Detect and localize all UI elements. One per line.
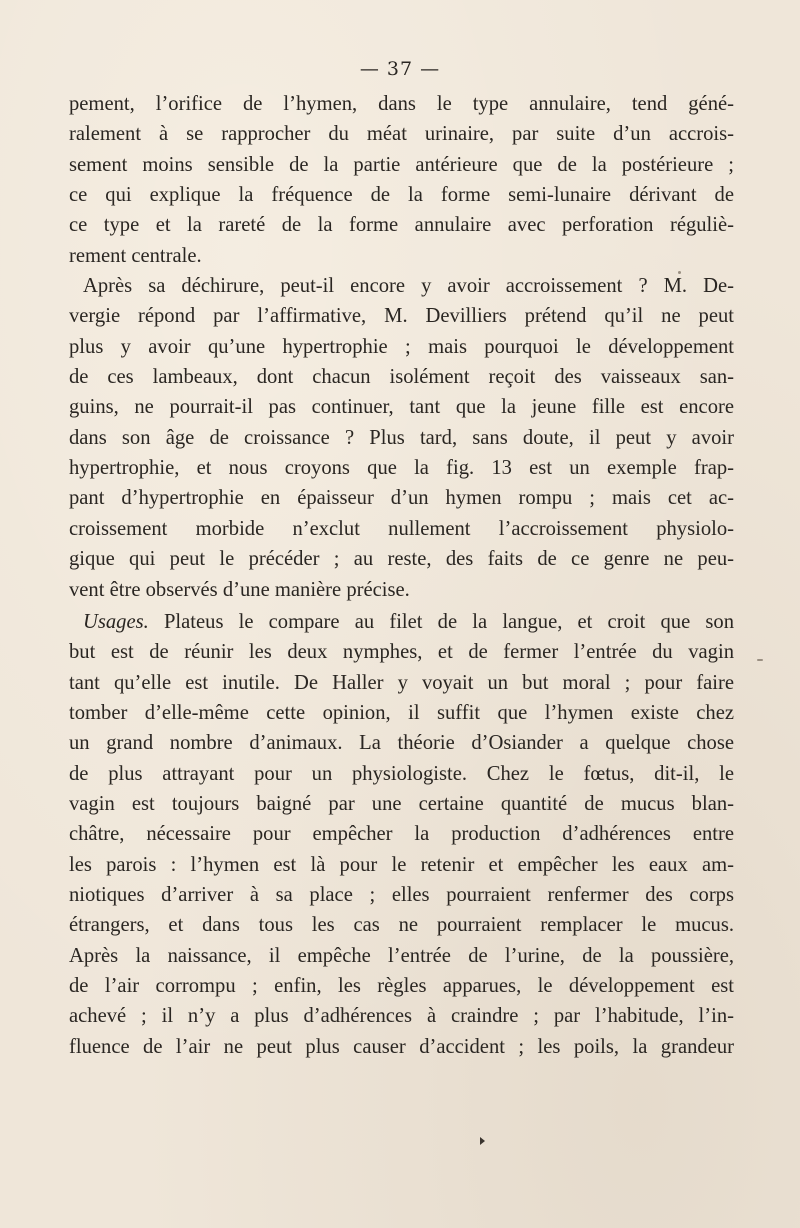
text-line: châtre, nécessaire pour empêcher la production d’adhérences entre [69,823,734,846]
text-line: de l’air corrompu ; enfin, les règles apparues, le développement est [69,975,734,998]
text-line: tomber d’elle-même cette opinion, il suffit que l’hymen existe chez [69,702,734,725]
text-line: sement moins sensible de la partie antérieure que de la postérieure ; [69,153,734,176]
text-line: pement, l’orifice de l’hymen, dans le type annulaire, tend géné- [69,93,734,115]
text-line: Après la naissance, il empêche l’entrée de l’urine, de la poussière, [69,944,734,967]
text-line: fluence de l’air ne peut plus causer d’accident ; les poils, la grandeur [69,1035,734,1058]
usages-heading: Usages. [83,611,149,633]
text-line: achevé ; il n’y a plus d’adhérences à craindre ; par l’habitude, l’in- [69,1005,734,1028]
text-line: dans son âge de croissance ? Plus tard, sans doute, il peut y avoir [69,426,734,449]
text-line: gique qui peut le précéder ; au reste, des faits de ce genre ne peu- [69,548,734,571]
text-line: but est de réunir les deux nymphes, et de fermer l’entrée du vagin [69,641,734,664]
text-line: de plus attrayant pour un physiologiste. Chez le fœtus, dit-il, le [69,762,734,785]
text-line: vergie répond par l’affirmative, M. Devilliers prétend qu’il ne peut [69,305,734,328]
text-fragment: Plateus le compare au filet de la langue, et croit que son [163,611,734,633]
paragraph-usages [69,607,734,1062]
printer-mark [480,1137,485,1145]
paper-speck [678,271,681,274]
text-line: les parois : l’hymen est là pour le retenir et empêcher les eaux am- [69,853,734,876]
text-line: de ces lambeaux, dont chacun isolément reçoit des vaisseaux san- [69,366,734,389]
text-line: croissement morbide n’exclut nullement l’accroissement physiolo- [69,517,734,540]
text-line: Après sa déchirure, peut-il encore y avoir accroissement ? M. De- [83,275,734,298]
text-line: vagin est toujours baigné par une certaine quantité de mucus blan- [69,793,734,816]
paragraph-growth [69,89,734,605]
text-line: ce qui explique la fréquence de la forme semi-lunaire dérivant de [69,184,734,207]
text-line: guins, ne pourrait-il pas continuer, tant que la jeune fille est encore [69,396,734,419]
text-line: tant qu’elle est inutile. De Haller y voyait un but moral ; pour faire [69,671,734,694]
paper-speck [757,659,763,661]
text-line: ralement à se rapprocher du méat urinaire, par suite d’un accrois- [69,123,734,146]
text-line: pant d’hypertrophie en épaisseur d’un hymen rompu ; mais cet ac- [69,487,734,510]
text-line: niotiques d’arriver à sa place ; elles pourraient renfermer des corps [69,884,734,907]
page-number: — 37 — [359,58,441,80]
text-line: hypertrophie, et nous croyons que la fig. 13 est un exemple frap- [69,457,734,480]
text-line: étrangers, et dans tous les cas ne pourraient remplacer le mucus. [69,914,734,937]
text-line: un grand nombre d’animaux. La théorie d’Osiander a quelque chose [69,732,734,755]
text-line [69,607,734,637]
text-line: ce type et la rareté de la forme annulaire avec perforation réguliè- [69,214,734,237]
text-line: vent être observés d’une manière précise. [69,578,410,601]
text-line: plus y avoir qu’une hypertrophie ; mais pourquoi le développement [69,335,734,358]
text-line: rement centrale. [69,244,202,267]
